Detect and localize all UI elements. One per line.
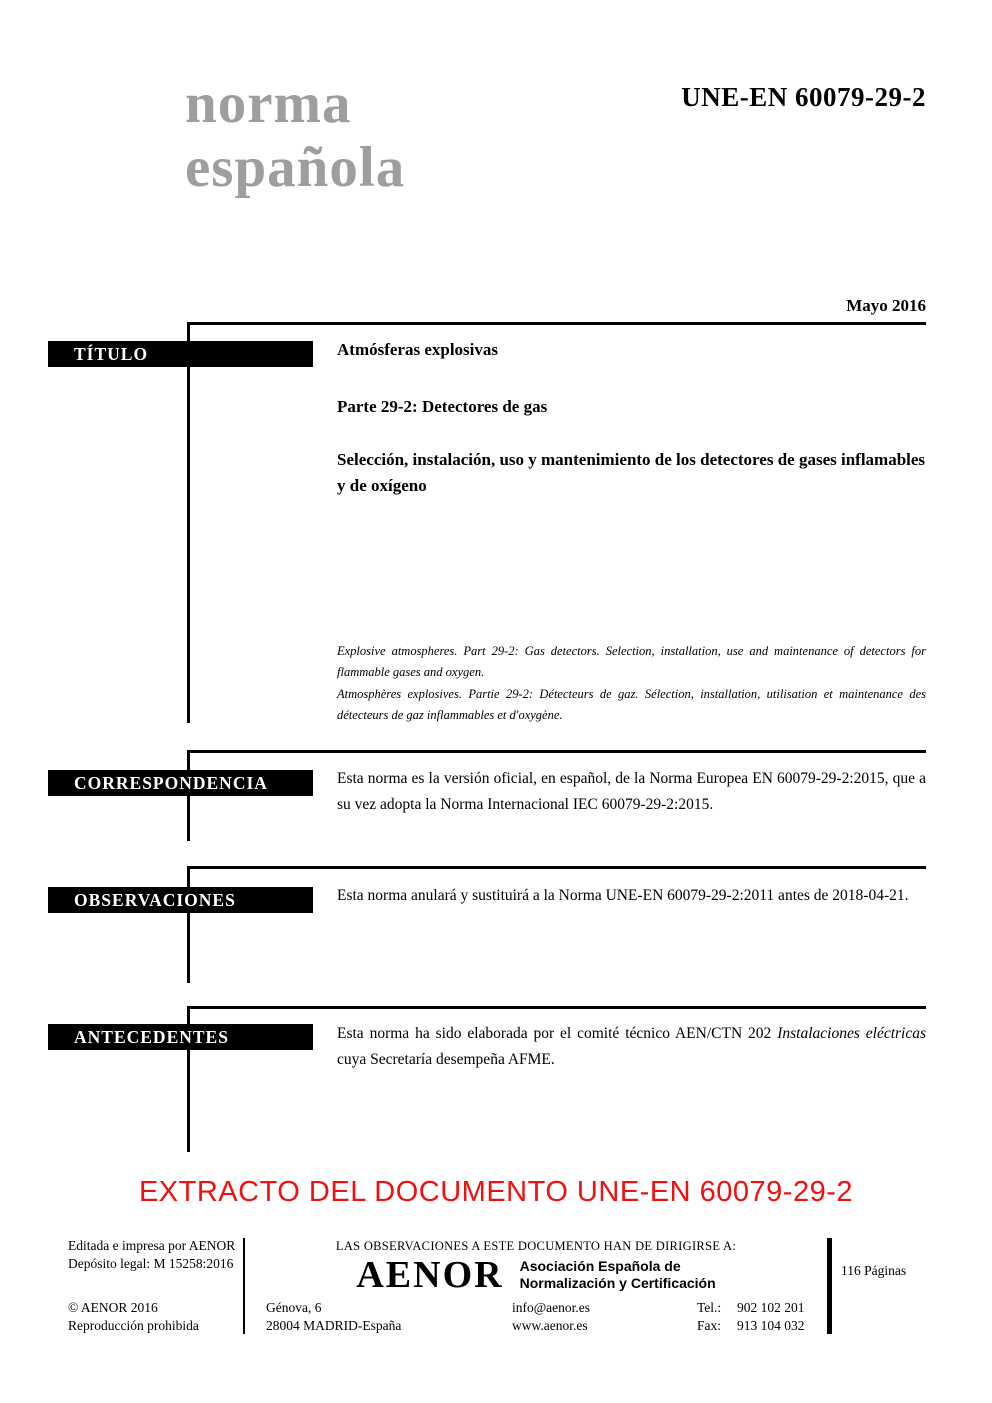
footer-website: www.aenor.es bbox=[512, 1317, 588, 1333]
fax-label: Fax: bbox=[697, 1317, 722, 1333]
footer-published-by: Editada e impresa por AENOR bbox=[68, 1238, 236, 1253]
observaciones-label-bar: OBSERVACIONES bbox=[48, 887, 313, 913]
antecedentes-committee-name: Instalaciones eléctricas bbox=[777, 1025, 927, 1042]
footer-reproduction-notice: Reproducción prohibida bbox=[68, 1317, 199, 1333]
footer-copyright: © AENOR 2016 bbox=[68, 1300, 158, 1315]
antecedentes-top-rule bbox=[187, 1006, 926, 1009]
footer-brand-row bbox=[244, 1256, 828, 1294]
title-french-translation: Atmosphères explosives. Partie 29-2: Détecteurs de gaz. Sélection, installation, utilisation et maintenance des détecteurs de gaz inflammables et d'oxygène. bbox=[337, 687, 926, 722]
titulo-label-bar: TÍTULO bbox=[48, 341, 313, 367]
footer-page-count: 116 Páginas bbox=[841, 1263, 907, 1278]
title-line-3: Selección, instalación, uso y mantenimiento de los detectores de gases inflamables y de oxígeno bbox=[337, 450, 926, 495]
aenor-name-line-1: Asociación Española de bbox=[519, 1258, 681, 1274]
footer-phone-block bbox=[697, 1299, 805, 1334]
extracto-banner: EXTRACTO DEL DOCUMENTO UNE-EN 60079-29-2 bbox=[138, 1176, 854, 1208]
aenor-name-line-2: Normalización y Certificación bbox=[519, 1275, 716, 1291]
logo-line-1: norma bbox=[185, 72, 352, 135]
titulo-top-rule bbox=[187, 322, 926, 325]
observaciones-vertical-rule bbox=[187, 866, 190, 983]
correspondencia-top-rule bbox=[187, 750, 926, 753]
correspondencia-label-bar: CORRESPONDENCIA bbox=[48, 770, 313, 796]
norma-espanola-logo bbox=[185, 72, 405, 200]
document-code: UNE-EN 60079-29-2 bbox=[681, 82, 926, 112]
aenor-logo: AENOR bbox=[356, 1254, 504, 1296]
footer-address-block bbox=[266, 1299, 401, 1334]
antecedentes-label-bar: ANTECEDENTES bbox=[48, 1024, 313, 1050]
publication-date: Mayo 2016 bbox=[846, 296, 926, 315]
footer-email: info@aenor.es bbox=[512, 1300, 591, 1315]
title-line-2: Parte 29-2: Detectores de gas bbox=[337, 397, 548, 416]
title-line-1: Atmósferas explosivas bbox=[337, 340, 499, 359]
footer-observations-notice: LAS OBSERVACIONES A ESTE DOCUMENTO HAN DE DIRIGIRSE A: bbox=[335, 1239, 737, 1253]
telephone-number: 902 102 201 bbox=[737, 1300, 805, 1315]
observaciones-top-rule bbox=[187, 866, 926, 869]
antecedentes-text bbox=[337, 1021, 926, 1073]
footer-city: 28004 MADRID-España bbox=[266, 1317, 402, 1333]
footer-telephone bbox=[697, 1299, 805, 1317]
antecedentes-text-after: cuya Secretaría desempeña AFME. bbox=[337, 1051, 555, 1068]
footer-publisher-block bbox=[68, 1237, 235, 1272]
footer-street: Génova, 6 bbox=[266, 1300, 322, 1315]
fax-number: 913 104 032 bbox=[737, 1317, 805, 1333]
logo-line-2: española bbox=[185, 136, 406, 199]
telephone-label: Tel.: bbox=[697, 1300, 722, 1315]
aenor-full-name bbox=[520, 1258, 716, 1292]
title-english-translation: Explosive atmospheres. Part 29-2: Gas detectors. Selection, installation, use and maintenance of detectors for flammable gases and oxygen. bbox=[337, 644, 926, 679]
correspondencia-text: Esta norma es la versión oficial, en español, de la Norma Europea EN 60079-29-2:2015, que a su vez adopta la Norma Internacional IEC 60079-29-2:2015. bbox=[337, 770, 926, 813]
antecedentes-text-before: Esta norma ha sido elaborada por el comité técnico AEN/CTN 202 bbox=[337, 1025, 778, 1042]
footer-copyright-block bbox=[68, 1299, 199, 1334]
titulo-vertical-rule bbox=[187, 322, 190, 723]
footer-legal-deposit: Depósito legal: M 15258:2016 bbox=[68, 1255, 234, 1271]
footer-contact-block bbox=[512, 1299, 590, 1334]
observaciones-text: Esta norma anulará y sustituirá a la Norma UNE-EN 60079-29-2:2011 antes de 2018-04-21. bbox=[337, 887, 909, 904]
footer-fax bbox=[697, 1317, 805, 1335]
